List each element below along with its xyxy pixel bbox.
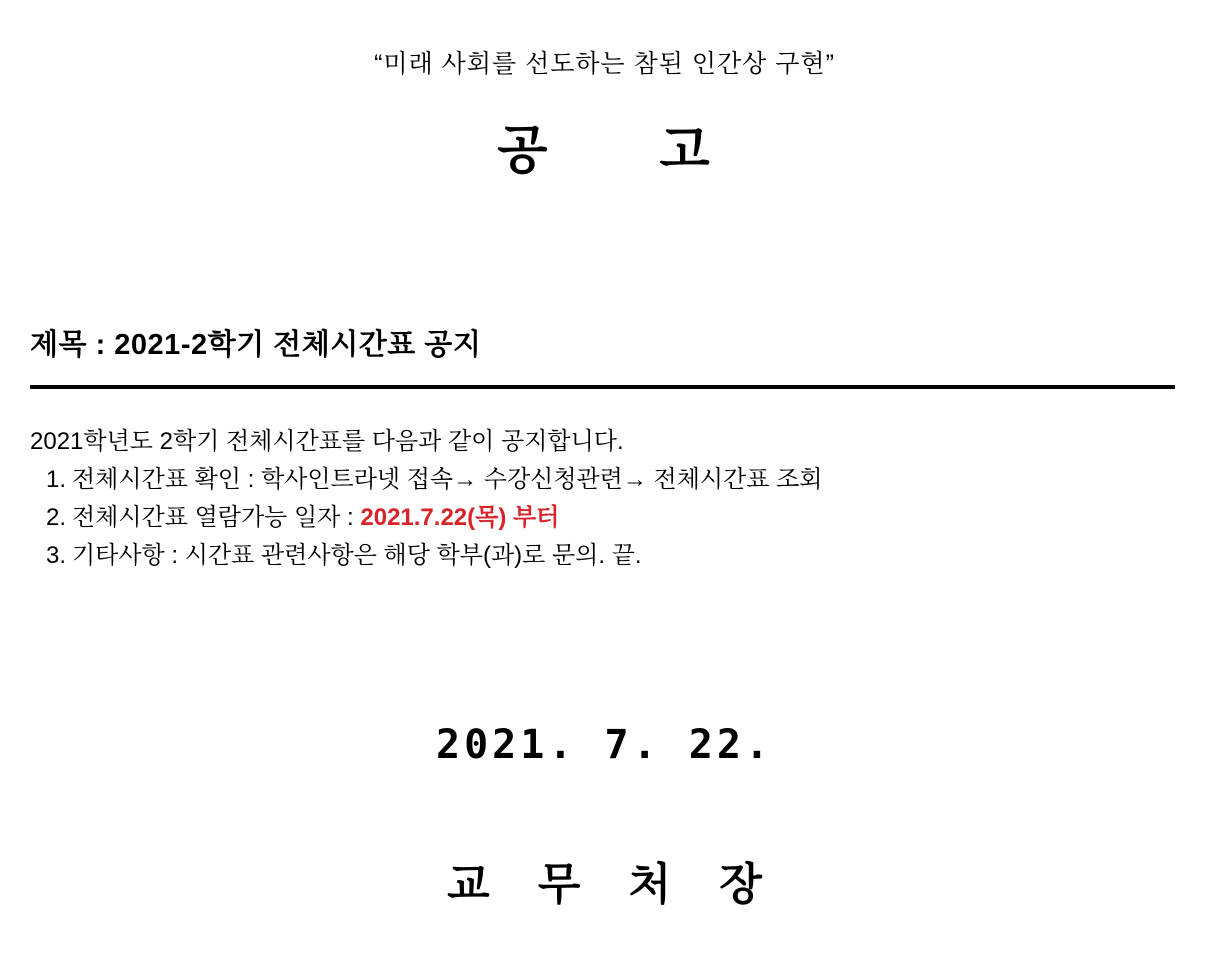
school-motto: “미래 사회를 선도하는 참된 인간상 구현” <box>374 50 835 78</box>
intro-paragraph: 2021학년도 2학기 전체시간표를 다음과 같이 공지합니다. <box>30 428 624 455</box>
list-item <box>30 544 1175 568</box>
list-item <box>30 506 1175 530</box>
list-item-text: 전체시간표 확인 : 학사인트라넷 접속→ 수강신청관련→ 전체시간표 조회 <box>72 466 823 493</box>
list-item-text: 기타사항 : 시간표 관련사항은 해당 학부(과)로 문의. 끝. <box>72 542 642 569</box>
page-title-first-char: 공 <box>497 122 550 180</box>
list-item-highlight: 2021.7.22(목) 부터 <box>360 504 560 531</box>
issue-date: 2021. 7. 22. <box>436 722 773 768</box>
page-title-second-char: 고 <box>659 122 712 180</box>
page-title <box>0 108 1209 183</box>
subject-heading: 제목 : 2021-2학기 전체시간표 공지 <box>30 329 482 361</box>
list-item-number: 2. <box>46 504 67 531</box>
list-item-number: 3. <box>46 542 67 569</box>
horizontal-divider <box>30 385 1175 389</box>
list-item-number: 1. <box>46 466 67 493</box>
list-item <box>30 468 1175 492</box>
list-item-text: 전체시간표 열람가능 일자 : <box>72 504 361 531</box>
issuer-title: 교 무 처 장 <box>447 860 780 909</box>
body-content <box>30 430 1175 582</box>
